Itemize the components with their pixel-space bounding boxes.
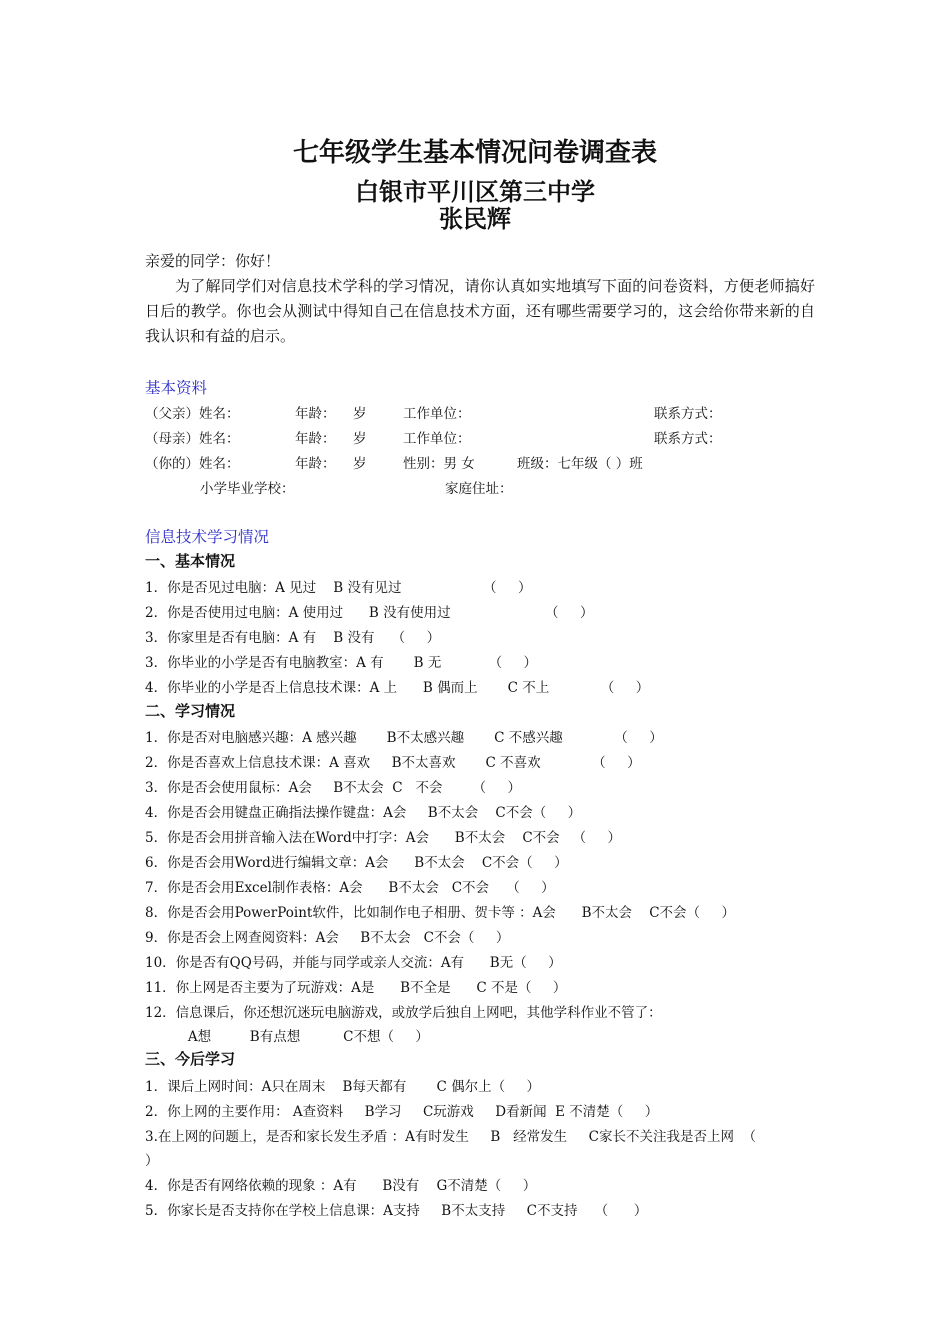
question-item: 8．你是否会用PowerPoint软件，比如制作电子相册、贺卡等 ：A会 B不太会 C不会（ ） <box>145 905 736 921</box>
question-item: 2．你是否使用过电脑：A 使用过 B 没有使用过 （ ） <box>145 605 594 621</box>
question-item: 12．信息课后，你还想沉迷玩电脑游戏，或放学后独自上网吧，其他学科作业不管了： <box>145 1005 662 1021</box>
self-age-unit: 岁 <box>353 456 367 472</box>
question-item: 3．你家里是否有电脑：A 有 B 没有 （ ） <box>145 630 441 646</box>
basic-info-heading: 基本资料 <box>145 379 208 397</box>
document-title: 七年级学生基本情况问卷调查表 <box>292 138 657 168</box>
father-age-unit: 岁 <box>353 406 367 422</box>
question-item: 4．你是否有网络依赖的现象 ：A有 B没有 G不清楚（ ） <box>145 1178 537 1194</box>
question-item: 2．你上网的主要作用： A查资料 B学习 C玩游戏 D看新闻 E 不清楚（ ） <box>145 1104 659 1120</box>
mother-work-label: 工作单位： <box>403 431 471 447</box>
question-item: 10．你是否有QQ号码，并能与同学或亲人交流：A有 B无（ ） <box>145 955 562 971</box>
greeting: 亲爱的同学：你好！ <box>145 252 281 270</box>
question-item: 1．课后上网时间：A只在周末 B每天都有 C 偶尔上（ ） <box>145 1079 541 1095</box>
primary-school-label: 小学毕业学校： <box>200 481 295 497</box>
mother-name-label: （母亲）姓名： <box>145 431 240 447</box>
self-class-label: 班级：七年级（ ）班 <box>517 456 643 472</box>
intro-body: 为了解同学们对信息技术学科的学习情况，请你认真如实地填写下面的问卷资料，方便老师搞好日后的教学。你也会从测试中得知自己在信息技术方面，还有哪些需要学习的，这会给你带来新的自我认识和有益的启示。 <box>145 277 815 345</box>
mother-age-label: 年龄： <box>295 431 336 447</box>
question-item: 9．你是否会上网查阅资料：A会 B不太会 C不会（ ） <box>145 930 510 946</box>
self-name-label: （你的）姓名： <box>145 456 240 472</box>
question-item-continued: ） <box>145 1153 159 1169</box>
question-item: 3.在上网的问题上，是否和家长发生矛盾 ：A有时发生 B 经常发生 C家长不关注我是否上网 （ <box>145 1129 757 1145</box>
question-item: 2．你是否喜欢上信息技术课：A 喜欢 B不太喜欢 C 不喜欢 （ ） <box>145 755 641 771</box>
mother-contact-label: 联系方式： <box>654 431 722 447</box>
intro <box>145 249 815 349</box>
question-item: 3．你毕业的小学是否有电脑教室：A 有 B 无 （ ） <box>145 655 538 671</box>
home-address-label: 家庭住址： <box>445 481 513 497</box>
father-name-label: （父亲）姓名： <box>145 406 240 422</box>
question-item: 1．你是否见过电脑：A 见过 B 没有见过 （ ） <box>145 580 532 596</box>
mother-age-unit: 岁 <box>353 431 367 447</box>
question-item: 5．你家长是否支持你在学校上信息课：A支持 B不太支持 C不支持 （ ） <box>145 1203 648 1219</box>
it-learning-heading: 信息技术学习情况 <box>145 528 270 546</box>
part3-heading: 三、今后学习 <box>145 1050 236 1068</box>
self-gender-label: 性别：男 女 <box>403 456 475 472</box>
father-age-label: 年龄： <box>295 406 336 422</box>
question-item: 1．你是否对电脑感兴趣：A 感兴趣 B不太感兴趣 C 不感兴趣 （ ） <box>145 730 663 746</box>
part1-heading: 一、基本情况 <box>145 552 236 570</box>
question-item: 6．你是否会用Word进行编辑文章：A会 B不太会 C不会（ ） <box>145 855 568 871</box>
school-name: 白银市平川区第三中学 <box>355 178 595 206</box>
self-age-label: 年龄： <box>295 456 336 472</box>
question-options: A想 B有点想 C不想（ ） <box>145 1029 429 1045</box>
question-item: 5．你是否会用拼音输入法在Word中打字：A会 B不太会 C不会 （ ） <box>145 830 622 846</box>
question-item: 11．你上网是否主要为了玩游戏：A是 B不全是 C 不是（ ） <box>145 980 567 996</box>
author-name: 张民辉 <box>439 205 511 233</box>
question-item: 3．你是否会使用鼠标：A会 B不太会 C 不会 （ ） <box>145 780 521 796</box>
father-contact-label: 联系方式： <box>654 406 722 422</box>
question-item: 7．你是否会用Excel制作表格：A会 B不太会 C不会 （ ） <box>145 880 555 896</box>
part2-heading: 二、学习情况 <box>145 702 236 720</box>
question-item: 4．你是否会用键盘正确指法操作键盘：A会 B不太会 C不会（ ） <box>145 805 582 821</box>
father-work-label: 工作单位： <box>403 406 471 422</box>
question-item: 4．你毕业的小学是否上信息技术课：A 上 B 偶而上 C 不上 （ ） <box>145 680 650 696</box>
